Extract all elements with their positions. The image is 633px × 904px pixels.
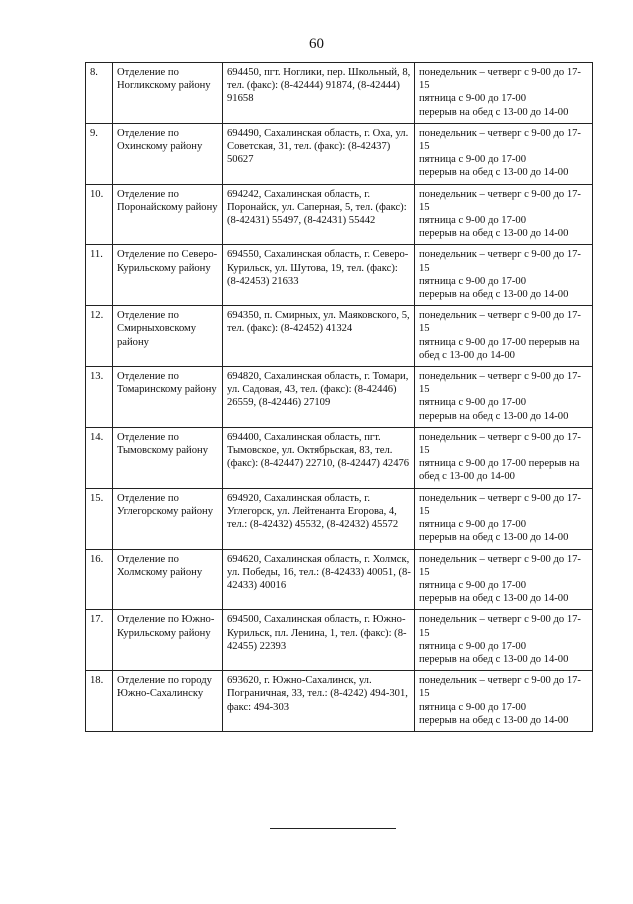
- department-address: 694500, Сахалинская область, г. Южно-Курильск, пл. Ленина, 1, тел. (факс): (8-42455) 22393: [223, 610, 415, 671]
- working-hours-line: понедельник – четверг с 9-00 до 17-15: [419, 675, 581, 700]
- department-address: 694920, Сахалинская область, г. Углегорск, ул. Лейтенанта Егорова, 4, тел.: (8-42432) 45532, (8-42432) 45572: [223, 488, 415, 549]
- table-row: [86, 671, 593, 732]
- working-hours-line: понедельник – четверг с 9-00 до 17-15: [419, 310, 581, 335]
- working-hours-line: понедельник – четверг с 9-00 до 17-15: [419, 553, 581, 578]
- working-hours-line: перерыв на обед с 13-00 до 14-00: [419, 289, 569, 301]
- row-number: 13.: [86, 367, 113, 428]
- working-hours-line: перерыв на обед с 13-00 до 14-00: [419, 106, 569, 118]
- department-address: 694450, пгт. Ноглики, пер. Школьный, 8, тел. (факс): (8-42444) 91874, (8-42444) 91658: [223, 63, 415, 124]
- working-hours-line: понедельник – четверг с 9-00 до 17-15: [419, 188, 581, 213]
- table-row: [86, 488, 593, 549]
- table-row: [86, 549, 593, 610]
- department-name: Отделение по Поронайскому району: [113, 184, 223, 245]
- working-hours: [415, 427, 593, 488]
- department-name: Отделение по Смирныховскому району: [113, 306, 223, 367]
- working-hours-line: пятница с 9-00 до 17-00: [419, 275, 526, 287]
- department-name: Отделение по Северо-Курильскому району: [113, 245, 223, 306]
- table-row: [86, 123, 593, 184]
- department-name: Отделение по Ногликскому району: [113, 63, 223, 124]
- working-hours-line: пятница с 9-00 до 17-00: [419, 154, 526, 166]
- table-row: [86, 306, 593, 367]
- row-number: 12.: [86, 306, 113, 367]
- row-number: 9.: [86, 123, 113, 184]
- working-hours-line: пятница с 9-00 до 17-00: [419, 701, 526, 713]
- working-hours-line: понедельник – четверг с 9-00 до 17-15: [419, 614, 581, 639]
- working-hours-line: перерыв на обед с 13-00 до 14-00: [419, 653, 569, 665]
- department-address: 693620, г. Южно-Сахалинск, ул. Пограничная, 33, тел.: (8-4242) 494-301, факс: 494-303: [223, 671, 415, 732]
- working-hours: [415, 245, 593, 306]
- table-row: [86, 427, 593, 488]
- department-address: 694620, Сахалинская область, г. Холмск, ул. Победы, 16, тел.: (8-42433) 40051, (8-42433) 40016: [223, 549, 415, 610]
- department-address: 694820, Сахалинская область, г. Томари, ул. Садовая, 43, тел. (факс): (8-42446) 26559, (8-42446) 27109: [223, 367, 415, 428]
- row-number: 14.: [86, 427, 113, 488]
- working-hours: [415, 367, 593, 428]
- working-hours-line: пятница с 9-00 до 17-00: [419, 93, 526, 105]
- row-number: 17.: [86, 610, 113, 671]
- working-hours: [415, 306, 593, 367]
- department-address: 694242, Сахалинская область, г. Поронайск, ул. Саперная, 5, тел. (факс): (8-42431) 55497, (8-42431) 55442: [223, 184, 415, 245]
- working-hours-line: понедельник – четверг с 9-00 до 17-15: [419, 371, 581, 396]
- working-hours-line: понедельник – четверг с 9-00 до 17-15: [419, 249, 581, 274]
- working-hours-line: пятница с 9-00 до 17-00: [419, 397, 526, 409]
- working-hours: [415, 63, 593, 124]
- table-row: [86, 63, 593, 124]
- working-hours: [415, 610, 593, 671]
- working-hours-line: пятница с 9-00 до 17-00: [419, 215, 526, 227]
- working-hours-line: перерыв на обед с 13-00 до 14-00: [419, 167, 569, 179]
- page-number: 60: [309, 36, 324, 52]
- department-name: Отделение по Охинскому району: [113, 123, 223, 184]
- row-number: 18.: [86, 671, 113, 732]
- working-hours-line: перерыв на обед с 13-00 до 14-00: [419, 532, 569, 544]
- working-hours-line: пятница с 9-00 до 17-00 перерыв на обед с 13-00 до 14-00: [419, 458, 580, 483]
- department-name: Отделение по Южно-Курильскому району: [113, 610, 223, 671]
- working-hours-line: понедельник – четверг с 9-00 до 17-15: [419, 431, 581, 457]
- working-hours-line: понедельник – четверг с 9-00 до 17-15: [419, 127, 581, 153]
- department-address: 694490, Сахалинская область, г. Оха, ул. Советская, 31, тел. (факс): (8-42437) 50627: [223, 123, 415, 184]
- footer-divider: [270, 828, 396, 829]
- working-hours: [415, 184, 593, 245]
- row-number: 15.: [86, 488, 113, 549]
- working-hours-line: пятница с 9-00 до 17-00 перерыв на обед с 13-00 до 14-00: [419, 336, 580, 361]
- department-name: Отделение по городу Южно-Сахалинску: [113, 671, 223, 732]
- department-name: Отделение по Томаринскому району: [113, 367, 223, 428]
- department-name: Отделение по Тымовскому району: [113, 427, 223, 488]
- working-hours: [415, 123, 593, 184]
- working-hours-line: перерыв на обед с 13-00 до 14-00: [419, 410, 569, 422]
- department-address: 694350, п. Смирных, ул. Маяковского, 5, тел. (факс): (8-42452) 41324: [223, 306, 415, 367]
- row-number: 10.: [86, 184, 113, 245]
- working-hours-line: пятница с 9-00 до 17-00: [419, 519, 526, 531]
- working-hours-line: понедельник – четверг с 9-00 до 17-15: [419, 492, 581, 517]
- department-address: 694400, Сахалинская область, пгт. Тымовское, ул. Октябрьская, 83, тел. (факс): (8-42447) 22710, (8-42447) 42476: [223, 427, 415, 488]
- working-hours-line: понедельник – четверг с 9-00 до 17-15: [419, 67, 581, 92]
- working-hours: [415, 671, 593, 732]
- table-row: [86, 367, 593, 428]
- working-hours-line: перерыв на обед с 13-00 до 14-00: [419, 593, 569, 605]
- department-name: Отделение по Холмскому району: [113, 549, 223, 610]
- working-hours-line: перерыв на обед с 13-00 до 14-00: [419, 714, 569, 726]
- working-hours-line: пятница с 9-00 до 17-00: [419, 640, 526, 652]
- row-number: 16.: [86, 549, 113, 610]
- table-row: [86, 245, 593, 306]
- table-row: [86, 610, 593, 671]
- department-name: Отделение по Углегорскому району: [113, 488, 223, 549]
- working-hours: [415, 488, 593, 549]
- table-row: [86, 184, 593, 245]
- department-address: 694550, Сахалинская область, г. Северо-Курильск, ул. Шутова, 19, тел. (факс): (8-42453) 21633: [223, 245, 415, 306]
- working-hours-line: перерыв на обед с 13-00 до 14-00: [419, 228, 569, 240]
- row-number: 8.: [86, 63, 113, 124]
- departments-table: [85, 62, 593, 732]
- working-hours-line: пятница с 9-00 до 17-00: [419, 579, 526, 591]
- row-number: 11.: [86, 245, 113, 306]
- working-hours: [415, 549, 593, 610]
